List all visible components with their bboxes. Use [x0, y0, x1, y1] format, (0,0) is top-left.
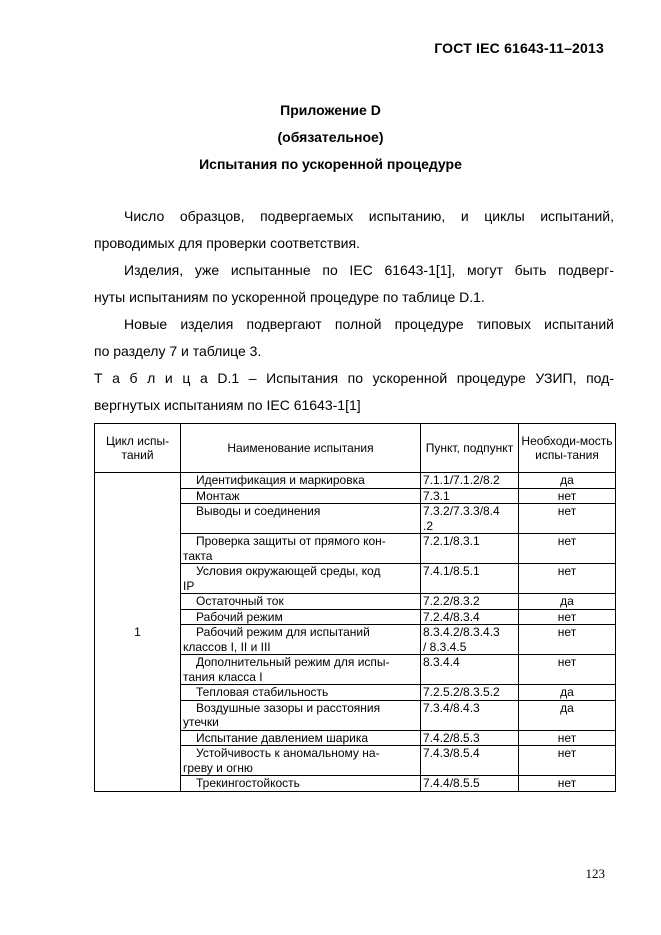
test-name-cell [181, 609, 421, 625]
test-needed-cell: нет [519, 504, 616, 534]
clause-cell [421, 776, 519, 792]
test-name-cell [181, 473, 421, 489]
test-name-cell [181, 504, 421, 534]
test-name-line: Выводы и соединения [196, 504, 321, 518]
clause-cell [421, 746, 519, 776]
clause-line: 7.4.2/8.5.3 [423, 730, 480, 745]
accelerated-test-table [94, 423, 616, 792]
test-name-line: греву и огню [183, 760, 253, 775]
table-body [95, 473, 616, 792]
test-name-line: Трекингостойкость [196, 776, 300, 790]
appendix-subtitle: Испытания по ускоренной процедуре [199, 156, 462, 172]
clause-cell [421, 564, 519, 594]
clause-line: 8.3.4.4 [423, 655, 460, 669]
test-name-cell [181, 746, 421, 776]
paragraph-line: проводимых для проверки соответствия. [94, 235, 360, 251]
paragraph-line: Изделия, уже испытанные по IEC 61643-1[1], могут быть подверг- [124, 262, 614, 278]
header-name: Наименование испытания [181, 424, 421, 473]
test-name-cell [181, 730, 421, 746]
header-cycle: Цикл испы-таний [95, 424, 181, 473]
clause-cell [421, 625, 519, 655]
clause-cell [421, 609, 519, 625]
test-name-cell [181, 685, 421, 701]
test-name-line: Устойчивость к аномальному на- [196, 746, 380, 760]
clause-line: 7.4.1/8.5.1 [423, 564, 480, 578]
paragraph-line: Новые изделия подвергают полной процедуре типовых испытаний [124, 316, 614, 332]
test-name-cell [181, 488, 421, 504]
appendix-title: Приложение D [280, 102, 381, 118]
paragraph-2 [94, 257, 614, 311]
test-name-line: Идентификация и маркировка [196, 473, 365, 487]
test-name-line: Рабочий режим [196, 609, 283, 624]
clause-cell [421, 594, 519, 610]
paragraph-line: по разделу 7 и таблице 3. [94, 343, 262, 359]
test-needed-cell: нет [519, 609, 616, 625]
test-name-cell [181, 700, 421, 730]
clause-line: 8.3.4.2/8.3.4.3 [423, 625, 500, 639]
test-needed-cell: нет [519, 746, 616, 776]
test-name-line: Дополнительный режим для испы- [196, 655, 390, 669]
clause-cell [421, 473, 519, 489]
test-needed-cell: нет [519, 534, 616, 564]
clause-line: .2 [423, 518, 434, 533]
test-name-cell [181, 594, 421, 610]
test-needed-cell: нет [519, 655, 616, 685]
header-needed: Необходи-мость испы-тания [519, 424, 616, 473]
clause-line: 7.4.3/8.5.4 [423, 746, 480, 760]
test-name-cell [181, 564, 421, 594]
clause-cell [421, 655, 519, 685]
test-name-cell [181, 534, 421, 564]
test-name-line: IP [183, 578, 195, 593]
table-header-row [95, 424, 616, 473]
test-needed-cell: нет [519, 488, 616, 504]
paragraph-line: Число образцов, подвергаемых испытанию, и циклы испытаний, [124, 208, 614, 224]
clause-cell [421, 685, 519, 701]
test-name-line: Проверка защиты от прямого кон- [196, 534, 386, 548]
test-name-line: утечки [183, 715, 219, 729]
test-needed-cell: да [519, 700, 616, 730]
test-name-line: Условия окружающей среды, код [196, 564, 381, 578]
document-header: ГОСТ IEC 61643-11–2013 [434, 40, 604, 56]
table-caption-line: вергнутых испытаниям по IEC 61643-1[1] [94, 397, 361, 413]
page-number: 123 [585, 866, 605, 881]
test-name-line: Тепловая стабильность [196, 685, 329, 699]
test-needed-cell: нет [519, 625, 616, 655]
clause-cell [421, 730, 519, 746]
test-needed-cell: нет [519, 564, 616, 594]
clause-line: 7.3.2/7.3.3/8.4 [423, 504, 500, 518]
clause-line: 7.1.1/7.1.2/8.2 [423, 473, 500, 487]
table-caption [94, 365, 614, 419]
clause-cell [421, 488, 519, 504]
paragraph-line: нуты испытаниям по ускоренной процедуре по таблице D.1. [94, 289, 485, 305]
clause-line: 7.4.4/8.5.5 [423, 776, 480, 790]
clause-line: 7.2.2/8.3.2 [423, 594, 480, 608]
test-name-line: тания класса I [183, 669, 263, 684]
test-needed-cell: нет [519, 776, 616, 792]
test-needed-cell: да [519, 685, 616, 701]
test-name-line: Остаточный ток [196, 594, 284, 608]
clause-line: 7.2.4/8.3.4 [423, 609, 480, 624]
test-name-cell [181, 655, 421, 685]
clause-cell [421, 534, 519, 564]
appendix-status: (обязательное) [277, 129, 384, 145]
test-name-cell [181, 776, 421, 792]
clause-line: 7.3.4/8.4.3 [423, 700, 480, 715]
clause-line: / 8.3.4.5 [423, 639, 467, 654]
table-caption-line: Т а б л и ц а D.1 – Испытания по ускоренной процедуре УЗИП, под- [94, 370, 614, 386]
cycle-cell: 1 [95, 473, 181, 792]
clause-cell [421, 504, 519, 534]
clause-line: 7.2.5.2/8.3.5.2 [423, 685, 500, 699]
paragraph-3 [94, 311, 614, 365]
test-needed-cell: нет [519, 730, 616, 746]
header-clause: Пункт, подпункт [421, 424, 519, 473]
test-name-cell [181, 625, 421, 655]
test-name-line: такта [183, 548, 213, 563]
paragraph-1 [94, 203, 614, 257]
clause-line: 7.3.1 [423, 488, 450, 503]
clause-line: 7.2.1/8.3.1 [423, 534, 480, 548]
table-row [95, 473, 616, 489]
test-name-line: классов I, II и III [183, 639, 271, 654]
test-name-line: Воздушные зазоры и расстояния [196, 700, 381, 715]
test-needed-cell: да [519, 594, 616, 610]
test-name-line: Испытание давлением шарика [196, 730, 369, 745]
test-name-line: Монтаж [196, 488, 240, 503]
test-name-line: Рабочий режим для испытаний [196, 625, 370, 639]
test-needed-cell: да [519, 473, 616, 489]
clause-cell [421, 700, 519, 730]
